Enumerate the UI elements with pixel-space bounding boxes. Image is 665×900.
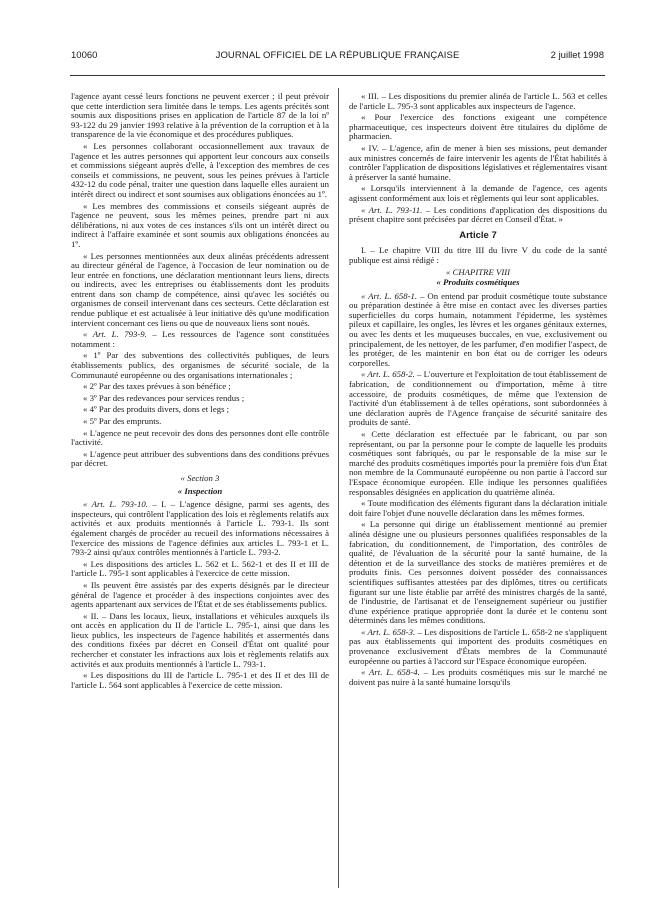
list-item: « 1º Par des subventions des collectivités publiques, de leurs établissements publics, des organismes de sécurité sociale, de la Communauté européenne ou des organisations internationales ; xyxy=(71,350,329,380)
column-divider xyxy=(338,88,339,888)
list-item: « 3º Par des redevances pour services rendus ; xyxy=(83,392,245,403)
list-item: « 5º Par des emprunts. xyxy=(83,416,162,426)
paragraph: « Pour l'exercice des fonctions exigeant une compétence pharmaceutique, ces inspecteurs doivent être titulaires du diplôme de pharmacien. xyxy=(349,112,607,142)
left-column xyxy=(71,92,329,692)
page-number: 10060 xyxy=(71,50,98,61)
article-paragraph xyxy=(349,668,607,687)
article-reference: « Art. L. 658-2. xyxy=(361,369,415,380)
article-text: – L'ouverture et l'exploitation de tout établissement de fabrication, de conditionnement ou d'importation, même à titre accessoire, de produits cosmétiques, de même que l'extension de l'activité d'un établissement à de telles opérations, sont subordonnées à une déclaration auprès de l'Agence française de sécurité sanitaire des produits de santé. xyxy=(349,369,608,428)
paragraph: « II. – Dans les locaux, lieux, installations et véhicules auxquels ils ont accès en application du II de l'article L. 795-1, ainsi que dans les lieux publics, les inspecteurs de l'agence habilités et assermentés dans des conditions fixées par décret en Conseil d'État ont qualité pour rechercher et constater les infractions aux lois et règlements relatifs aux activités et aux produits mentionnés à l'article L. 793-1. xyxy=(71,610,329,669)
article-reference: « Art. L. 658-1. xyxy=(361,290,418,301)
article-reference: « Art. L. 793-10. xyxy=(83,499,148,510)
chapter-title: « Produits cosmétiques xyxy=(436,277,520,288)
page-header xyxy=(71,49,604,65)
paragraph: « IV. – L'agence, afin de mener à bien ses missions, peut demander aux ministres concernés de faire intervenir les agents de l'État habilités à contrôler l'application de dispositions législatives et réglementaires visant à préserver la santé humaine. xyxy=(349,142,607,182)
paragraph: I. – Le chapitre VIII du titre III du livre V du code de la santé publique est ainsi rédigé : xyxy=(349,245,607,265)
article-heading: Article 7 xyxy=(459,229,497,241)
paragraph: « Ils peuvent être assistés par des experts désignés par le directeur général de l'agence et procéder à des inspections conjointes avec des agents appartenant aux services de l'État et de ses établissements publics. xyxy=(71,579,329,610)
paragraph: « Les membres des commissions et conseils siégeant auprès de l'agence ne peuvent, sous les mêmes peines, prendre part ni aux délibérations, ni aux votes de ces instances s'ils ont un intérêt direct ou indirect à l'affaire examinée et sont soumis aux obligations énoncées au 1º. xyxy=(71,200,329,249)
paragraph: l'agence ayant cessé leurs fonctions ne peuvent exercer ; il peut prévoir que cette interdiction sera limitée dans le temps. Les agents précités sont soumis aux dispositions prises en application de l'article 87 de la loi nº 93-122 du 29 janvier 1993 relative à la prévention de la corruption et à la transparence de la vie économique et des procédures publiques. xyxy=(71,91,329,140)
paragraph: « Les dispositions des articles L. 562 et L. 562-1 et des II et III de l'article L. 795-1 sont applicables à l'exercice de cette mission. xyxy=(71,558,329,579)
article-paragraph xyxy=(349,206,607,225)
article-paragraph xyxy=(71,500,329,558)
paragraph: « L'agence peut attribuer des subventions dans des conditions prévues par décret. xyxy=(71,448,329,469)
article-text: – Les produits cosmétiques mis sur le marché ne doivent pas nuire à la santé humaine lorsqu'ils xyxy=(349,667,607,687)
list-item: « 4º Par des produits divers, dons et legs ; xyxy=(83,404,230,415)
paragraph: « Les personnes mentionnées aux deux alinéas précédents adressent au directeur général de l'agence, à l'occasion de leur nomination ou de leur entrée en fonctions, une déclaration mentionnant leurs liens, directs ou indirects, avec les entreprises ou établissements dont les produits entrent dans son champ de compétence, ainsi qu'avec les sociétés ou organismes de conseil intervenant dans ces secteurs. Cette déclaration est rendue publique et est actualisée à leur initiative dès qu'une modification intervient concernant ces liens ou que de nouveaux liens sont noués. xyxy=(71,250,329,328)
article-paragraph xyxy=(349,370,607,428)
paragraph: « Les personnes collaborant occasionnellement aux travaux de l'agence et les autres personnes qui apportent leur concours aux conseils et commissions siégeant auprès d'elle, à l'exception des membres de ces conseils et commissions, ne peuvent, sous les peines prévues à l'article 432-12 du code pénal, traiter une question dans laquelle elles auraient un intérêt direct ou indirect et sont soumises aux obligations énoncées au 1º. xyxy=(71,140,329,199)
paragraph: « III. – Les dispositions du premier alinéa de l'article L. 563 et celles de l'article L. 795-3 sont applicables aux inspecteurs de l'agence. xyxy=(349,91,607,111)
article-text: – On entend par produit cosmétique toute substance ou préparation destinée à être mise en contact avec les diverses parties superficielles du corps humain, notamment l'épiderme, les systèmes pileux et capillaire, les ongles, les lèvres et les organes génitaux externes, ou avec les dents et les muqueuses buccales, en vue, exclusivement ou principalement, de les nettoyer, de les parfumer, d'en modifier l'aspect, de les protéger, de les maintenir en bon état ou de corriger les odeurs corporelles. xyxy=(349,290,607,368)
paragraph: « Cette déclaration est effectuée par le fabricant, ou par son représentant, ou par la personne pour le compte de laquelle les produits cosmétiques sont fabriqués, ou par le responsable de la mise sur le marché des produits cosmétiques importés pour la première fois d'un État non membre de la Communauté européenne ou non partie à l'accord sur l'Espace économique européen. Elle indique les personnes qualifiées responsables désignées en application du quatrième alinéa. xyxy=(349,429,607,497)
article-reference: « Art. L. 658-3. xyxy=(361,626,416,637)
paragraph: « Lorsqu'ils interviennent à la demande de l'agence, ces agents agissent conformément aux lois et règlements qui leur sont applicables. xyxy=(349,183,607,203)
article-paragraph xyxy=(71,330,329,349)
list-item: « 2º Par des taxes prévues à son bénéfice ; xyxy=(83,381,231,392)
article-paragraph xyxy=(349,292,607,369)
paragraph: « L'agence ne peut recevoir des dons des personnes dont elle contrôle l'activité. xyxy=(71,427,329,448)
paragraph: « Les dispositions du III de l'article L. 795-1 et des II et des III de l'article L. 564 sont applicables à l'exercice de cette mission. xyxy=(71,670,329,690)
article-paragraph xyxy=(349,628,607,666)
section-title: « Inspection xyxy=(177,485,223,496)
section-heading: « Section 3 xyxy=(180,472,220,483)
article-reference: « Art. L. 658-4. xyxy=(361,667,420,678)
article-reference: « Art. L. 793-9. xyxy=(83,329,147,340)
article-reference: « Art. L. 793-11. xyxy=(361,204,423,215)
issue-date: 2 juillet 1998 xyxy=(550,50,604,61)
journal-title: JOURNAL OFFICIEL DE LA RÉPUBLIQUE FRANÇAISE xyxy=(215,50,460,61)
right-column xyxy=(349,92,607,689)
paragraph: « La personne qui dirige un établissement mentionné au premier alinéa désigne une ou plusieurs personnes qualifiées responsables de la fabrication, du conditionnement, de l'importation, des contrôles de qualité, de l'évaluation de la sécurité pour la santé humaine, de la détention et de la surveillance des stocks de matières premières et de produits finis. Ces personnes doivent posséder des connaissances scientifiques suffisantes attestées par des diplômes, titres ou certificats figurant sur une liste établie par arrêté des ministres chargés de la santé, de l'industrie, de l'artisanat et de l'enseignement supérieur ou justifier d'une expérience pratique appropriée dont la durée et le contenu sont déterminés dans les mêmes conditions. xyxy=(349,519,607,626)
chapter-heading: « CHAPITRE VIII xyxy=(445,266,511,277)
article-text: – I. – L'agence désigne, parmi ses agents, des inspecteurs, qui contrôlent l'application des lois et règlements relatifs aux activités et aux produits mentionnés à l'article L. 793-1. Ils sont également chargés de procéder au recueil des informations nécessaires à l'exercice des missions de l'agence définies aux articles L. 793-1 et L. 793-2 ainsi qu'aux contrôles mentionnés à l'article L. 793-2. xyxy=(71,499,329,558)
article-text: – Les dispositions de l'article L. 658-2 ne s'appliquent pas aux établissements qui importent des produits cosmétiques en provenance exclusivement d'États membres de la Communauté européenne ou parties à l'accord sur l'Espace économique européen. xyxy=(349,626,607,666)
article-text: – Les ressources de l'agence sont constituées notamment : xyxy=(71,329,329,349)
paragraph: « Toute modification des éléments figurant dans la déclaration initiale doit faire l'objet d'une nouvelle déclaration dans les mêmes formes. xyxy=(349,498,607,518)
header-rule xyxy=(70,75,605,76)
article-text: – Les conditions d'application des dispositions du présent chapitre sont précisées par décret en Conseil d'État. » xyxy=(349,204,607,225)
